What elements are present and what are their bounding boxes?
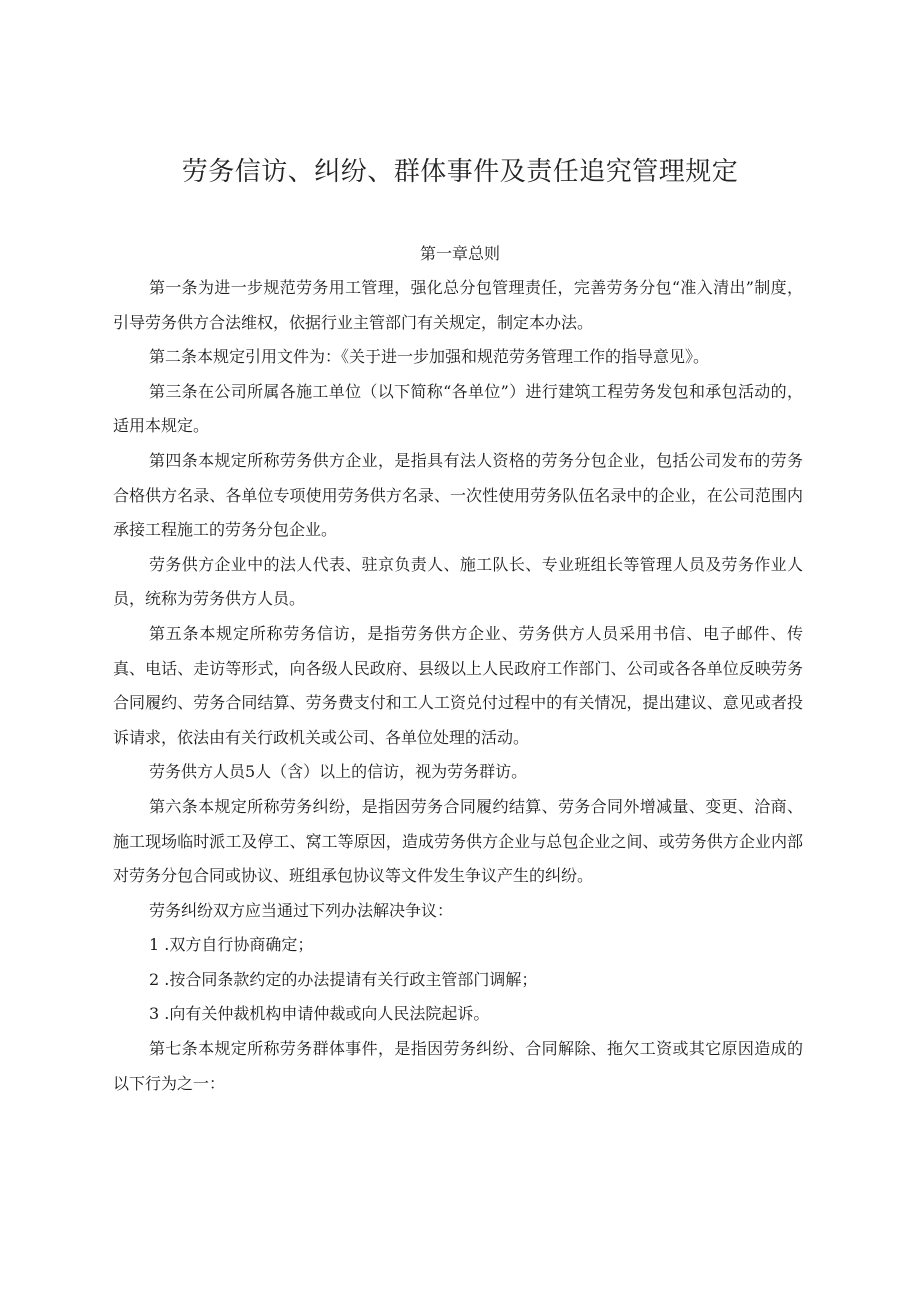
paragraph-supplier-personnel: 劳务供方企业中的法人代表、驻京负责人、施工队长、专业班组长等管理人员及劳务作业人员，统称为劳务供方人员。	[113, 554, 803, 609]
document-title: 劳务信访、纠纷、群体事件及责任追究管理规定	[181, 157, 739, 187]
paragraph-article-1: 第一条为进一步规范劳务用工管理，强化总分包管理责任，完善劳务分包“准入清出”制度，引导劳务供方合法维权，依据行业主管部门有关规定，制定本办法。	[113, 278, 803, 332]
chapter-heading: 第一章总则	[419, 244, 500, 263]
document-body	[113, 271, 803, 1101]
paragraph-article-3: 第三条在公司所属各施工单位（以下简称“各单位”）进行建筑工程劳务发包和承包活动的，适用本规定。	[113, 381, 803, 436]
paragraph-article-7: 第七条本规定所称劳务群体事件，是指因劳务纠纷、合同解除、拖欠工资或其它原因造成的以下行为之一：	[113, 1039, 803, 1093]
list-item: 1 .双方自行协商确定；	[149, 935, 314, 955]
paragraph-article-5: 第五条本规定所称劳务信访，是指劳务供方企业、劳务供方人员采用书信、电子邮件、传真、电话、走访等形式，向各级人民政府、县级以上人民政府工作部门、公司或各各单位反映劳务合同履约、劳务合同结算、劳务费支付和工人工资兑付过程中的有关情况，提出建议、意见或者投诉请求，依法由有关行政机关或公司、各单位处理的活动。	[113, 623, 803, 747]
list-item: 2 .按合同条款约定的办法提请有关行政主管部门调解；	[149, 969, 538, 989]
paragraph-dispute-methods-intro: 劳务纠纷双方应当通过下列办法解决争议：	[149, 900, 454, 920]
paragraph-group-petition: 劳务供方人员5人（含）以上的信访，视为劳务群访。	[149, 762, 528, 782]
paragraph-article-4: 第四条本规定所称劳务供方企业，是指具有法人资格的劳务分包企业，包括公司发布的劳务合格供方名录、各单位专项使用劳务供方名录、一次性使用劳务队伍名录中的企业，在公司范围内承接工程施工的劳务分包企业。	[113, 450, 803, 540]
paragraph-article-6: 第六条本规定所称劳务纠纷，是指因劳务合同履约结算、劳务合同外增减量、变更、洽商、施工现场临时派工及停工、窝工等原因，造成劳务供方企业与总包企业之间、或劳务供方企业内部对劳务分包合同或协议、班组承包协议等文件发生争议产生的纠纷。	[113, 796, 803, 886]
list-item: 3 .向有关仲裁机构申请仲裁或向人民法院起诉。	[149, 1004, 490, 1024]
paragraph-article-2: 第二条本规定引用文件为：《关于进一步加强和规范劳务管理工作的指导意见》。	[149, 347, 710, 367]
